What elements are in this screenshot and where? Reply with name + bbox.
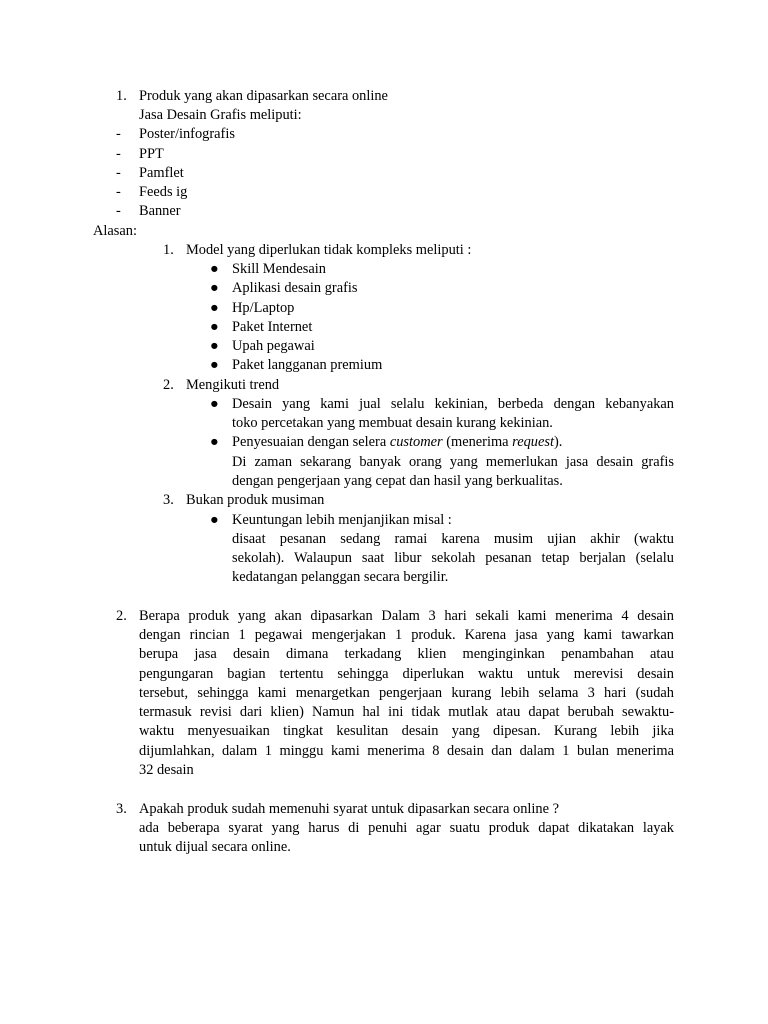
- product-item: PPT: [139, 146, 164, 162]
- requirement-item: Paket langganan premium: [232, 357, 383, 373]
- bullet-icon: ●: [210, 434, 219, 450]
- reason-2-number: 2.: [163, 377, 174, 393]
- reason-2-title: Mengikuti trend: [186, 377, 280, 393]
- requirement-item: Aplikasi desain grafis: [232, 280, 358, 296]
- reason-3-number: 3.: [163, 492, 174, 508]
- reason-3-title: Bukan produk musiman: [186, 492, 325, 508]
- section-3-question: Apakah produk sudah memenuhi syarat untuk dipasarkan secara online ?: [139, 801, 559, 817]
- dash-marker: -: [116, 165, 121, 181]
- reason-1-number: 1.: [163, 242, 174, 258]
- profit-bullet-line: sekolah). Walaupun saat libur sekolah pesanan tetap berjalan (selalu: [232, 550, 674, 566]
- dash-marker: -: [116, 184, 121, 200]
- bullet-icon: ●: [210, 300, 219, 316]
- section-3-line: untuk dijual secara online.: [139, 839, 291, 855]
- section-2-line: Berapa produk yang akan dipasarkan Dalam 3 hari sekali kami menerima 4 desain: [139, 608, 674, 624]
- section-1-intro: Jasa Desain Grafis meliputi:: [139, 107, 302, 123]
- product-item: Banner: [139, 203, 181, 219]
- reason-1-title: Model yang diperlukan tidak kompleks meliputi :: [186, 242, 472, 258]
- bullet-icon: ●: [210, 261, 219, 277]
- product-item: Poster/infografis: [139, 126, 235, 142]
- product-item: Feeds ig: [139, 184, 188, 200]
- section-2-line: dengan rincian 1 pegawai mengerjakan 1 produk. Karena jasa yang kami tawarkan: [139, 627, 674, 643]
- bullet-icon: ●: [210, 512, 219, 528]
- bullet-icon: ●: [210, 280, 219, 296]
- section-2-number: 2.: [116, 608, 127, 624]
- section-1-number: 1.: [116, 88, 127, 104]
- alasan-label: Alasan:: [93, 223, 137, 239]
- bullet-icon: ●: [210, 319, 219, 335]
- section-2-line: waktu menyesuaikan tingkat kesulitan desain yang dipesan. Kurang lebih jika: [139, 723, 674, 739]
- trend-bullet-1-line: toko percetakan yang membuat desain kurang kekinian.: [232, 415, 553, 431]
- section-2-line: pengungaran bagian tertentu sehingga diperlukan waktu untuk merevisi desain: [139, 666, 674, 682]
- section-1-title: Produk yang akan dipasarkan secara online: [139, 88, 388, 104]
- section-3-number: 3.: [116, 801, 127, 817]
- requirement-item: Skill Mendesain: [232, 261, 326, 277]
- section-2-line: tersebut, sehingga kami menargetkan pengerjaan kurang lebih selama 3 hari (sudah: [139, 685, 674, 701]
- dash-marker: -: [116, 203, 121, 219]
- trend-bullet-2-line: Di zaman sekarang banyak orang yang memerlukan jasa desain grafis: [232, 454, 674, 470]
- bullet-icon: ●: [210, 396, 219, 412]
- requirement-item: Paket Internet: [232, 319, 313, 335]
- profit-bullet: Keuntungan lebih menjanjikan misal :: [232, 512, 452, 528]
- section-2-line: termasuk revisi dari klien) Namun hal ini tidak mutlak atau dapat berubah sewaktu-: [139, 704, 674, 720]
- profit-bullet-line: kedatangan pelanggan secara bergilir.: [232, 569, 449, 585]
- dash-marker: -: [116, 146, 121, 162]
- trend-bullet-1-line: Desain yang kami jual selalu kekinian, berbeda dengan kebanyakan: [232, 396, 674, 412]
- section-3-line: ada beberapa syarat yang harus di penuhi agar suatu produk dapat dikatakan layak: [139, 820, 674, 836]
- trend-bullet-2-line: dengan pengerjaan yang cepat dan hasil yang berkualitas.: [232, 473, 563, 489]
- profit-bullet-line: disaat pesanan sedang ramai karena musim ujian akhir (waktu: [232, 531, 674, 547]
- section-2-line: 32 desain: [139, 762, 194, 778]
- section-2-line: dijumlahkan, dalam 1 minggu kami menerima 8 desain dan dalam 1 bulan menerima: [139, 743, 674, 759]
- requirement-item: Upah pegawai: [232, 338, 315, 354]
- dash-marker: -: [116, 126, 121, 142]
- section-2-line: berupa jasa desain dimana terkadang klien menginginkan penambahan atau: [139, 646, 674, 662]
- bullet-icon: ●: [210, 357, 219, 373]
- trend-bullet-2: Penyesuaian dengan selera customer (menerima request).: [232, 434, 563, 450]
- bullet-icon: ●: [210, 338, 219, 354]
- requirement-item: Hp/Laptop: [232, 300, 295, 316]
- product-item: Pamflet: [139, 165, 184, 181]
